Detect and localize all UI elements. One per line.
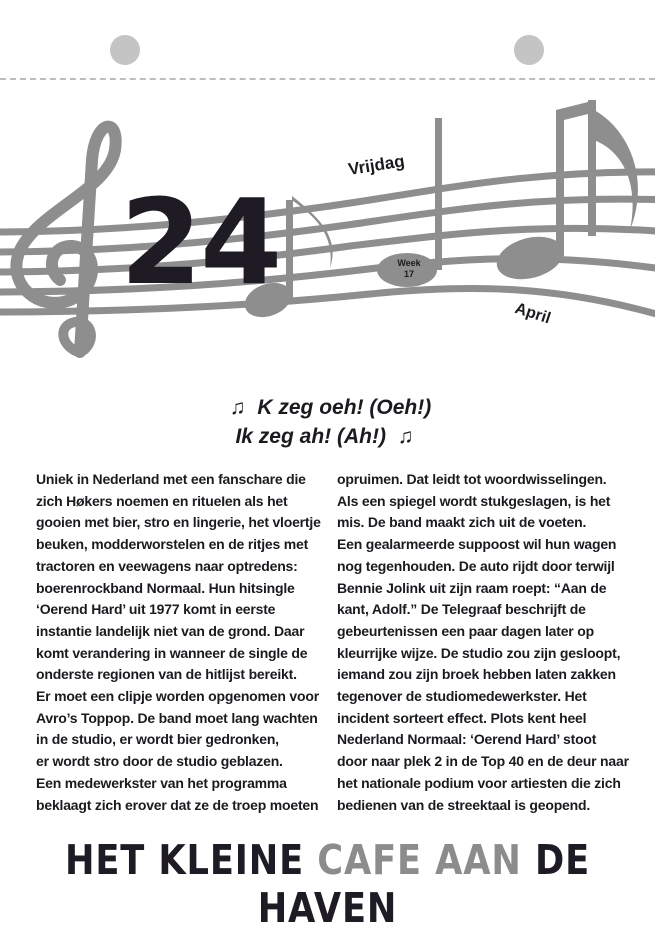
text-line: er wordt stro door de studio geblazen. bbox=[36, 753, 283, 770]
text-line: iemand zou zijn broek hebben laten zakken bbox=[337, 666, 616, 683]
text-line: Een gealarmeerde suppoost wil hun wagen bbox=[337, 536, 617, 553]
text-line: Nederland Normaal: ‘Oerend Hard’ stoot bbox=[337, 731, 597, 748]
footer-part-2: CAFE AAN bbox=[317, 836, 522, 884]
text-line: tegenover de studiomedewerkster. Het bbox=[337, 688, 587, 705]
text-line: onderste regionen van de hitlijst bereikt. bbox=[36, 666, 297, 683]
text-line: in de studio, er wordt bier gedronken, bbox=[36, 731, 279, 748]
text-line: ‘Oerend Hard’ uit 1977 komt in eerste bbox=[36, 601, 276, 618]
footer-part-1: HET KLEINE bbox=[64, 836, 305, 884]
text-line: tractoren en veewagens naar optredens: bbox=[36, 557, 298, 574]
quote-line-1 bbox=[0, 393, 655, 422]
text-line: kleurrijke wijze. De studio zou zijn gesloopt, bbox=[337, 644, 621, 661]
text-line: beklaagt zich erover dat ze de troep moeten bbox=[36, 796, 319, 813]
month-name: April bbox=[512, 300, 553, 328]
text-line: Bennie Jolink uit zijn raam roept: “Aan de bbox=[337, 579, 607, 596]
text-line: kant, Adolf.” De Telegraaf beschrijft de bbox=[337, 601, 586, 618]
text-line: komt verandering in wanneer de single de bbox=[36, 644, 308, 661]
text-line: Uniek in Nederland met een fanschare die bbox=[36, 471, 306, 487]
footer-brand-title bbox=[46, 836, 609, 932]
text-line: beuken, modderworstelen en de ritjes met bbox=[36, 536, 309, 553]
quote-text-2: Ik zeg ah! (Ah!) bbox=[235, 425, 386, 448]
article-column-2 bbox=[337, 469, 627, 816]
text-line: gooien met bier, stro en lingerie, het vloertje bbox=[36, 514, 321, 531]
text-line: door naar plek 2 in de Top 40 en de deur naar bbox=[337, 753, 629, 770]
text-line: Avro’s Toppop. De band moet lang wachten bbox=[36, 709, 318, 726]
music-note-glyph-icon: ♫ bbox=[229, 396, 246, 419]
text-line: het nationale podium voor artiesten die zich bbox=[337, 774, 621, 791]
music-note-glyph-icon: ♫ bbox=[397, 425, 414, 448]
text-line: Een medewerkster van het programma bbox=[36, 774, 287, 791]
treble-clef-icon bbox=[16, 127, 115, 352]
quote-text-1: K zeg oeh! (Oeh!) bbox=[257, 396, 432, 419]
text-line: Als een spiegel wordt stukgeslagen, is het bbox=[337, 492, 611, 509]
text-line: Er moet een clipje worden opgenomen voor bbox=[36, 688, 319, 705]
week-text: Week bbox=[397, 258, 421, 268]
text-line: mis. De band maakt zich uit de voeten. bbox=[337, 514, 587, 531]
text-line: incident sorteert effect. Plots kent heel bbox=[337, 709, 587, 726]
text-line: instantie landelijk niet van de grond. Daar bbox=[36, 622, 305, 639]
music-staff-illustration bbox=[0, 0, 655, 420]
footer-part-3: DE HAVEN bbox=[257, 836, 591, 932]
text-line: gebeurtenissen een paar dagen later op bbox=[337, 622, 594, 639]
quote-line-2 bbox=[0, 422, 655, 451]
text-line: boerenrockband Normaal. Hun hitsingle bbox=[36, 579, 295, 596]
text-line: zich Høkers noemen en ritueIen als het bbox=[36, 492, 288, 509]
week-label bbox=[385, 258, 433, 280]
article-column-1 bbox=[36, 469, 326, 816]
text-line: bedienen van de streektaal is geopend. bbox=[337, 796, 591, 813]
day-name: Vrijdag bbox=[346, 151, 406, 180]
day-number: 24 bbox=[120, 173, 281, 311]
week-number: 17 bbox=[403, 269, 414, 279]
song-quote bbox=[0, 393, 655, 451]
text-line: opruimen. Dat leidt tot woordwisselingen. bbox=[337, 471, 607, 487]
text-line: nog tegenhouden. De auto rijdt door terwijl bbox=[337, 557, 615, 574]
